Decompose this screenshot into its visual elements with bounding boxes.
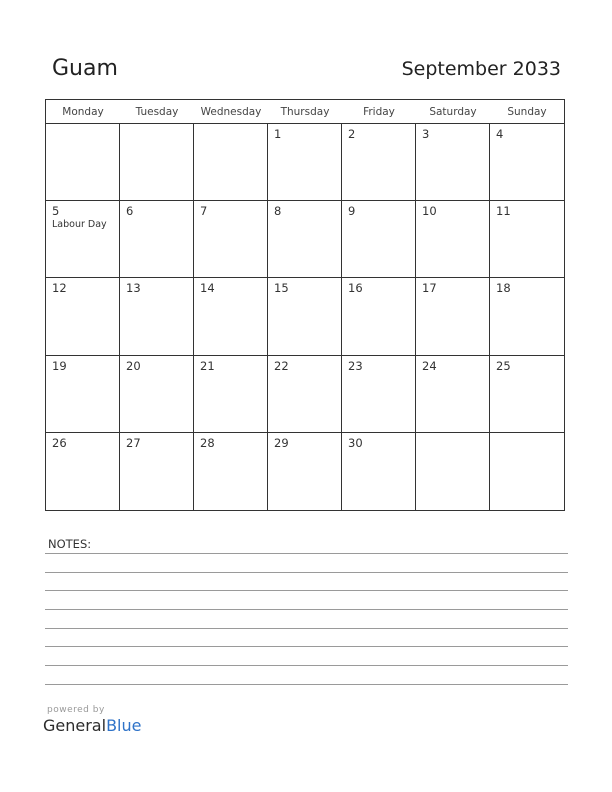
day-number: 13 bbox=[126, 281, 141, 296]
day-number: 22 bbox=[274, 358, 289, 373]
note-line bbox=[45, 553, 568, 554]
note-line bbox=[45, 572, 568, 573]
day-cell bbox=[120, 124, 194, 201]
day-cell bbox=[120, 433, 194, 510]
day-number: 15 bbox=[274, 281, 289, 296]
day-number: 28 bbox=[200, 435, 215, 450]
day-cell bbox=[342, 124, 416, 201]
day-number: 27 bbox=[126, 435, 141, 450]
day-cell bbox=[416, 278, 490, 355]
note-line bbox=[45, 590, 568, 591]
month-year-title: September 2033 bbox=[401, 58, 561, 80]
day-number: 20 bbox=[126, 358, 141, 373]
day-cell bbox=[268, 124, 342, 201]
day-cell bbox=[268, 433, 342, 510]
holiday-label: Labour Day bbox=[52, 219, 107, 231]
calendar-grid bbox=[45, 99, 565, 511]
day-cell bbox=[46, 278, 120, 355]
generalblue-logo[interactable] bbox=[43, 716, 141, 736]
calendar-days bbox=[46, 124, 564, 510]
day-number: 19 bbox=[52, 358, 67, 373]
brand-part-blue: Blue bbox=[106, 716, 142, 735]
day-number: 25 bbox=[496, 358, 511, 373]
day-cell bbox=[268, 278, 342, 355]
day-number: 17 bbox=[422, 281, 437, 296]
day-cell bbox=[416, 356, 490, 433]
day-cell bbox=[120, 278, 194, 355]
brand-part-general: General bbox=[43, 716, 107, 735]
weekday-saturday: Saturday bbox=[429, 106, 477, 118]
day-number: 4 bbox=[496, 127, 504, 141]
day-number: 8 bbox=[274, 204, 282, 219]
day-number: 16 bbox=[348, 281, 363, 296]
day-number: 7 bbox=[200, 204, 208, 219]
weekday-thursday: Thursday bbox=[280, 106, 330, 118]
day-cell bbox=[490, 201, 564, 278]
day-cell bbox=[342, 433, 416, 510]
powered-by-text: powered by bbox=[47, 705, 105, 715]
day-cell bbox=[342, 201, 416, 278]
day-number: 11 bbox=[496, 204, 511, 219]
day-number: 14 bbox=[200, 281, 215, 296]
day-number: 18 bbox=[496, 281, 511, 296]
day-number: 30 bbox=[348, 435, 363, 450]
weekday-monday: Monday bbox=[62, 106, 104, 118]
weekday-tuesday: Tuesday bbox=[135, 106, 179, 118]
day-number: 12 bbox=[52, 281, 67, 296]
day-number: 5 bbox=[52, 204, 60, 219]
day-number: 2 bbox=[348, 127, 356, 141]
day-cell bbox=[194, 356, 268, 433]
weekday-header-row bbox=[46, 100, 564, 124]
weekday-friday: Friday bbox=[363, 106, 395, 118]
day-cell bbox=[416, 433, 490, 510]
day-number: 9 bbox=[348, 204, 356, 219]
note-line bbox=[45, 609, 568, 610]
day-cell bbox=[268, 201, 342, 278]
day-cell bbox=[416, 201, 490, 278]
day-cell bbox=[416, 124, 490, 201]
day-number: 21 bbox=[200, 358, 215, 373]
day-number: 6 bbox=[126, 204, 134, 219]
day-number: 1 bbox=[274, 127, 282, 141]
day-cell bbox=[194, 124, 268, 201]
day-cell bbox=[194, 201, 268, 278]
day-cell bbox=[490, 356, 564, 433]
day-cell bbox=[120, 201, 194, 278]
day-number: 23 bbox=[348, 358, 363, 373]
notes-label: NOTES: bbox=[48, 537, 92, 551]
day-cell bbox=[194, 433, 268, 510]
day-cell bbox=[120, 356, 194, 433]
note-line bbox=[45, 646, 568, 647]
day-cell bbox=[46, 124, 120, 201]
day-number: 10 bbox=[422, 204, 437, 219]
day-cell bbox=[490, 278, 564, 355]
note-line bbox=[45, 665, 568, 666]
day-cell bbox=[194, 278, 268, 355]
day-cell bbox=[46, 356, 120, 433]
day-cell bbox=[342, 278, 416, 355]
day-cell bbox=[490, 124, 564, 201]
country-title: Guam bbox=[52, 56, 118, 81]
weekday-sunday: Sunday bbox=[507, 106, 547, 118]
weekday-wednesday: Wednesday bbox=[200, 106, 262, 118]
note-line bbox=[45, 684, 568, 685]
day-cell bbox=[490, 433, 564, 510]
day-cell bbox=[46, 433, 120, 510]
day-number: 3 bbox=[422, 127, 430, 141]
day-cell bbox=[46, 201, 120, 278]
day-number: 29 bbox=[274, 435, 289, 450]
day-cell bbox=[342, 356, 416, 433]
day-cell bbox=[268, 356, 342, 433]
day-number: 24 bbox=[422, 358, 437, 373]
note-line bbox=[45, 628, 568, 629]
day-number: 26 bbox=[52, 435, 67, 450]
